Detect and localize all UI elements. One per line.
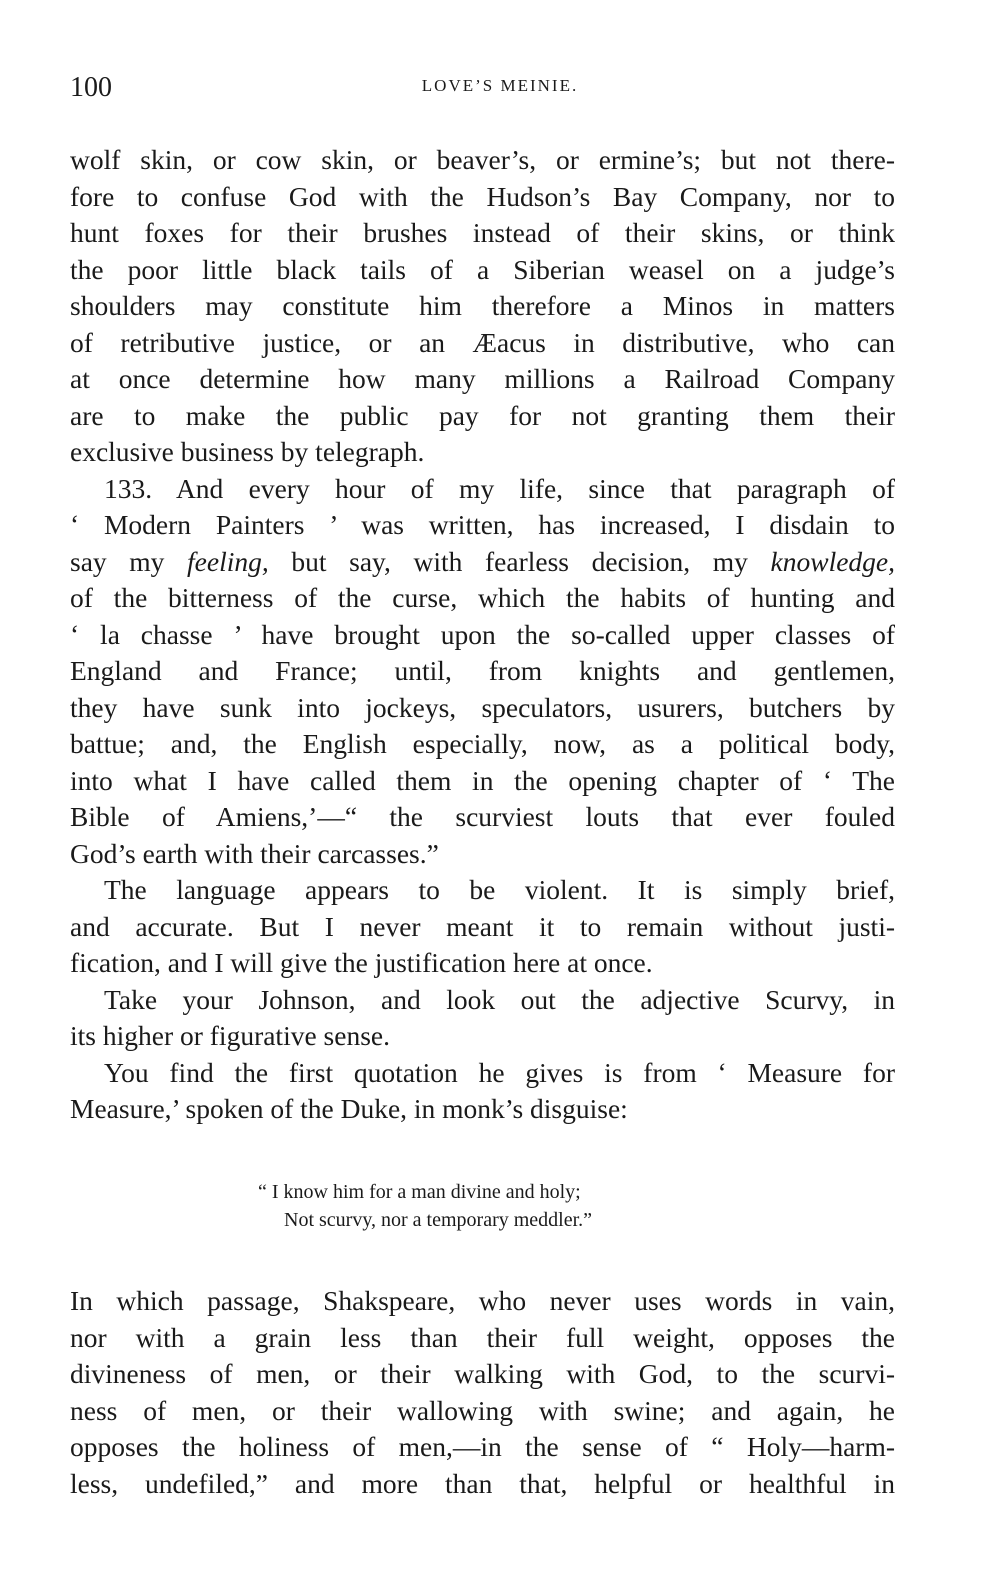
paragraph-shakspeare: [70, 1283, 895, 1502]
paragraph-wolf-skin: [70, 142, 895, 471]
text-line: ‘ Modern Painters ’ was written, has increased, I disdain to: [70, 509, 895, 540]
body-text-upper: [70, 142, 895, 1128]
block-quote: [258, 1178, 592, 1234]
text-line: into what I have called them in the opening chapter of ‘ The: [70, 764, 895, 796]
paragraph-133: [70, 471, 895, 873]
text-line: divineness of men, or their walking with God, to the scurvi-: [70, 1358, 895, 1389]
text-line: at once determine how many millions a Railroad Company: [70, 363, 895, 394]
text-line: the poor little black tails of a Siberian weasel on a judge’s: [70, 253, 895, 285]
text-line: of retributive justice, or an Æacus in distributive, who can: [70, 326, 895, 358]
text-line: In which passage, Shakspeare, who never uses words in vain,: [70, 1285, 895, 1316]
text-line: fore to confuse God with the Hudson’s Bay Company, nor to: [70, 180, 895, 212]
quote-line: “ I know him for a man divine and holy;: [258, 1181, 581, 1203]
quote-line: Not scurvy, nor a temporary meddler.”: [284, 1209, 593, 1231]
text-line: Bible of Amiens,’—“ the scurviest louts that ever fouled: [70, 801, 895, 832]
text-line: less, undefiled,” and more than that, helpful or healthful in: [70, 1467, 895, 1499]
text-line: fication, and I will give the justification here at once.: [70, 947, 653, 978]
text-line: Measure,’ spoken of the Duke, in monk’s disguise:: [70, 1093, 628, 1124]
text-line: of the bitterness of the curse, which the habits of hunting and: [70, 582, 895, 613]
text-run: say my: [70, 545, 188, 577]
text-line-with-italics: [70, 544, 895, 581]
paragraph-quotation-intro: [70, 1055, 895, 1128]
text-line: are to make the public pay for not granting them their: [70, 399, 895, 431]
text-line: Take your Johnson, and look out the adjective Scurvy, in: [104, 983, 895, 1015]
text-line: shoulders may constitute him therefore a Minos in matters: [70, 290, 895, 321]
text-line: ‘ la chasse ’ have brought upon the so-called upper classes of: [70, 618, 895, 650]
text-line: hunt foxes for their brushes instead of their skins, or think: [70, 217, 895, 248]
text-line: they have sunk into jockeys, speculators, usurers, butchers by: [70, 691, 895, 723]
text-line: opposes the holiness of men,—in the sense of “ Holy—harm-: [70, 1431, 895, 1462]
body-text-lower: [70, 1283, 895, 1502]
italic-knowledge: knowledge,: [770, 545, 895, 577]
text-line: God’s earth with their carcasses.”: [70, 837, 439, 869]
text-line: battue; and, the English especially, now, as a political body,: [70, 728, 895, 759]
paragraph-language: [70, 872, 895, 982]
text-line: its higher or figurative sense.: [70, 1020, 390, 1051]
italic-feeling: feeling,: [187, 545, 269, 577]
text-line: and accurate. But I never meant it to remain without justi-: [70, 910, 895, 942]
text-line: You find the first quotation he gives is from ‘ Measure for: [104, 1056, 895, 1088]
text-line: wolf skin, or cow skin, or beaver’s, or ermine’s; but not there-: [70, 144, 895, 175]
paragraph-johnson: [70, 982, 895, 1055]
text-line: exclusive business by telegraph.: [70, 436, 425, 467]
text-line: 133. And every hour of my life, since that paragraph of: [104, 472, 895, 504]
text-line: nor with a grain less than their full weight, opposes the: [70, 1321, 895, 1353]
page-header: [70, 70, 930, 110]
text-line: England and France; until, from knights and gentlemen,: [70, 655, 895, 686]
running-head: LOVE’S MEINIE.: [421, 76, 579, 95]
text-line: The language appears to be violent. It is simply brief,: [104, 874, 895, 905]
page-number: 100: [70, 72, 112, 103]
text-run: but say, with fearless decision, my: [268, 545, 771, 577]
text-line: ness of men, or their wallowing with swine; and again, he: [70, 1394, 895, 1426]
